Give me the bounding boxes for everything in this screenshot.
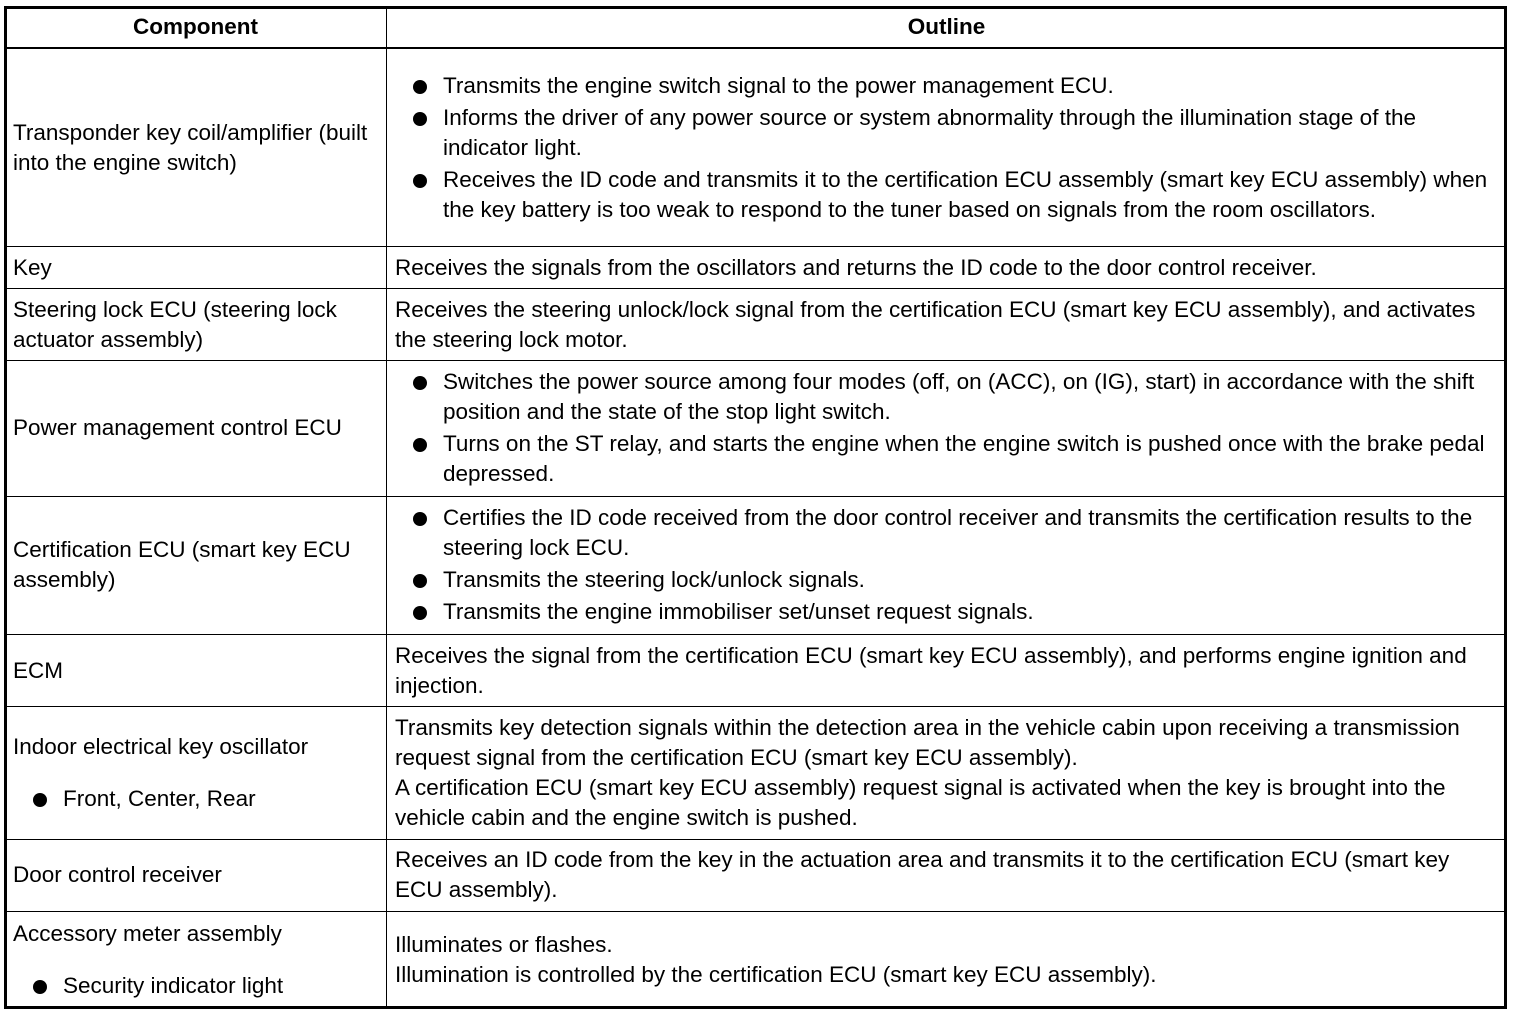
list-item: Switches the power source among four modes (off, on (ACC), on (IG), start) in accordance with the shift position and the state of the stop light switch. (395, 367, 1498, 427)
table-row (5, 635, 1507, 707)
component-header: Component (5, 7, 387, 49)
outline-cell: Receives the steering unlock/lock signal from the certification ECU (smart key ECU assembly), and activates the steering lock motor. (387, 289, 1507, 361)
table-row (5, 247, 1507, 289)
list-item: Informs the driver of any power source or system abnormality through the illumination stage of the indicator light. (395, 103, 1498, 163)
header-row (5, 7, 1507, 49)
component-sub-item: Security indicator light (13, 971, 378, 1001)
component-cell (5, 707, 387, 839)
outline-text: Illumination is controlled by the certification ECU (smart key ECU assembly). (395, 961, 1157, 987)
outline-cell: Receives the signals from the oscillators and returns the ID code to the door control receiver. (387, 247, 1507, 289)
list-item: Transmits the engine switch signal to the power management ECU. (395, 71, 1498, 101)
component-sub-item: Front, Center, Rear (13, 784, 378, 814)
outline-cell: Receives the signal from the certification ECU (smart key ECU assembly), and performs engine ignition and injection. (387, 635, 1507, 707)
outline-list (395, 367, 1498, 489)
table-row (5, 289, 1507, 361)
outline-header: Outline (387, 7, 1507, 49)
outline-text: A certification ECU (smart key ECU assembly) request signal is activated when the key is brought into the vehicle cabin and the engine switch is pushed. (395, 774, 1446, 830)
table-row (5, 839, 1507, 911)
outline-cell (387, 361, 1507, 496)
table-row (5, 361, 1507, 496)
outline-cell (387, 48, 1507, 247)
table-row (5, 48, 1507, 247)
component-cell: Key (5, 247, 387, 289)
list-item: Turns on the ST relay, and starts the engine when the engine switch is pushed once with the brake pedal depressed. (395, 429, 1498, 489)
component-name: Accessory meter assembly (13, 920, 282, 946)
outline-cell (387, 496, 1507, 634)
table-row (5, 911, 1507, 1008)
outline-text: Transmits key detection signals within the detection area in the vehicle cabin upon receiving a transmission request signal from the certification ECU (smart key ECU assembly). (395, 714, 1460, 770)
component-cell: Transponder key coil/amplifier (built into the engine switch) (5, 48, 387, 247)
outline-list (395, 503, 1498, 627)
table-row (5, 707, 1507, 839)
outline-list (395, 71, 1498, 225)
component-cell: Steering lock ECU (steering lock actuator assembly) (5, 289, 387, 361)
component-cell: Power management control ECU (5, 361, 387, 496)
list-item: Transmits the steering lock/unlock signals. (395, 565, 1498, 595)
list-item: Certifies the ID code received from the door control receiver and transmits the certification results to the steering lock ECU. (395, 503, 1498, 563)
component-cell: Door control receiver (5, 839, 387, 911)
table-row (5, 496, 1507, 634)
outline-cell (387, 911, 1507, 1008)
list-item: Transmits the engine immobiliser set/unset request signals. (395, 597, 1498, 627)
component-name: Indoor electrical key oscillator (13, 733, 309, 759)
component-cell: Certification ECU (smart key ECU assembly) (5, 496, 387, 634)
component-cell: ECM (5, 635, 387, 707)
list-item: Receives the ID code and transmits it to the certification ECU assembly (smart key ECU assembly) when the key battery is too weak to respond to the tuner based on signals from the room oscillators. (395, 165, 1498, 225)
component-outline-table (4, 6, 1507, 1009)
component-cell (5, 911, 387, 1008)
outline-text: Illuminates or flashes. (395, 931, 613, 957)
outline-cell (387, 707, 1507, 839)
outline-cell: Receives an ID code from the key in the actuation area and transmits it to the certification ECU (smart key ECU assembly). (387, 839, 1507, 911)
